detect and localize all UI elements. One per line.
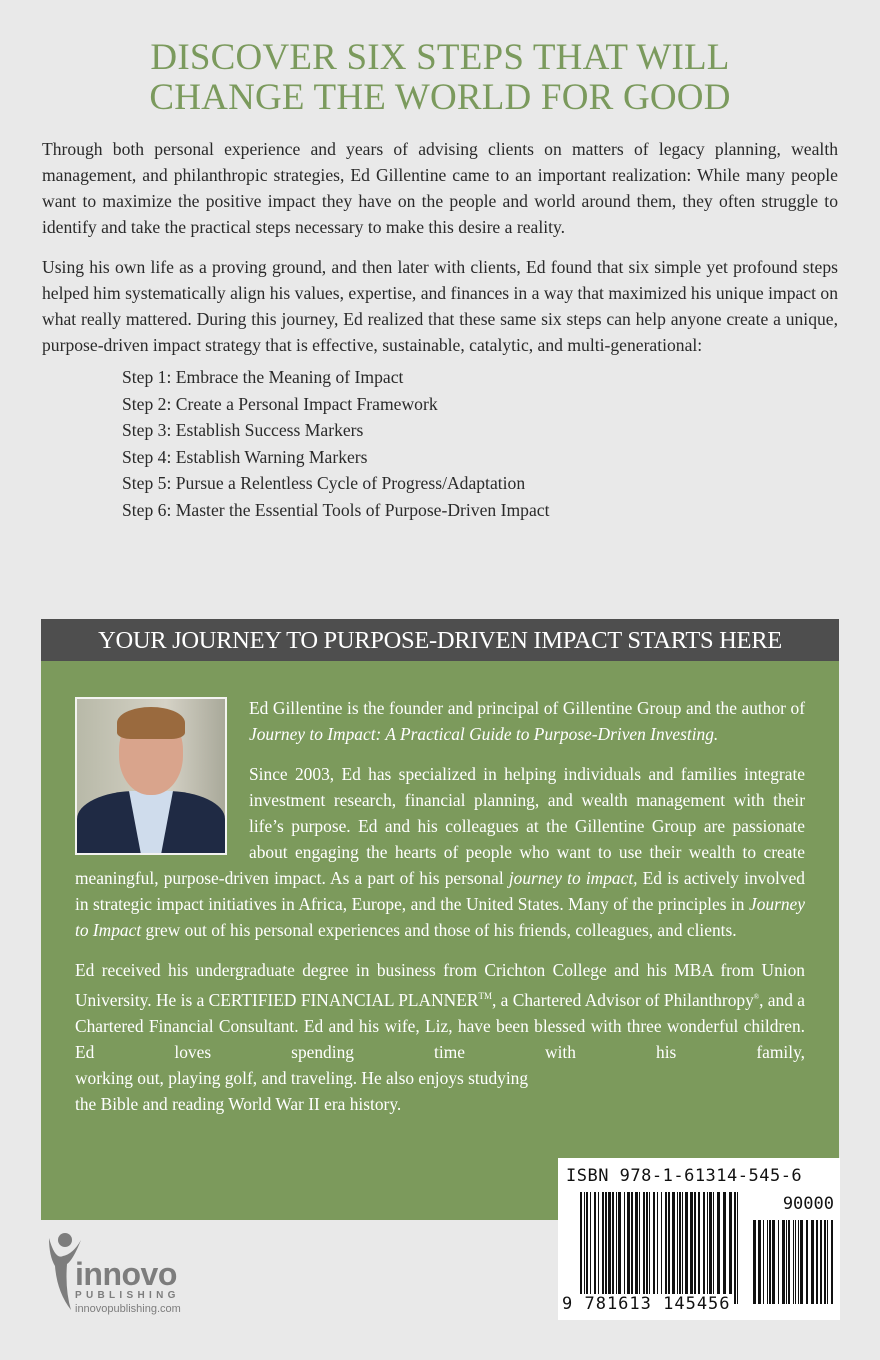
barcode-bar [653,1192,655,1304]
barcode-bar [635,1192,638,1304]
barcode-bar [646,1192,648,1304]
publisher-name: innovo [75,1256,177,1292]
barcode-bar [793,1220,794,1304]
barcode-bar [661,1192,662,1304]
barcode-bar [594,1192,596,1304]
bio-text: Ed Gillentine is the founder and principal of Gillentine Group and the author of [249,698,805,718]
barcode-bar [758,1220,761,1304]
barcode-bar [824,1220,826,1304]
barcode-bar [616,1192,617,1304]
publisher-sub: PUBLISHING [75,1290,180,1301]
book-title: Journey to Impact: A Practical Guide to Purpose-Driven Investing. [249,724,719,744]
publisher-logo [45,1230,205,1320]
author-photo [75,697,227,855]
barcode-bar [602,1192,604,1304]
barcode-bar [772,1220,775,1304]
barcode-bar [734,1192,736,1304]
intro-section [42,136,838,523]
publisher-url: innovopublishing.com [75,1303,181,1315]
barcode-bar [811,1220,814,1304]
bio-text: , and a Chartered Financial Consultant. Ed and his wife, Liz, have been blessed with three wonderful children. Ed loves spending time with his family, [75,989,805,1062]
bio-paragraph-3-end: working out, playing golf, and traveling. He also enjoys studying the Bible and reading World War II era history. [75,1067,529,1114]
headline-line-2: CHANGE THE WORLD FOR GOOD [149,77,731,118]
steps-list [122,364,838,523]
barcode-bar [677,1192,678,1304]
barcode-bar [608,1192,611,1304]
barcode-bar [709,1192,712,1304]
barcode-bar [806,1220,808,1304]
addon-bars [753,1220,833,1304]
barcode-bar [612,1192,614,1304]
bio-paragraph-3 [75,957,805,1117]
step-item: Step 5: Pursue a Relentless Cycle of Progress/Adaptation [122,473,526,493]
barcode-bar [782,1220,785,1304]
barcode-bar [682,1192,683,1304]
bio-text: grew out of his personal experiences and those of his friends, colleagues, and clients. [141,920,737,940]
barcode-bar [788,1220,790,1304]
author-bio [75,695,805,1117]
barcode-bar [737,1192,738,1304]
barcode-bar [580,1192,582,1304]
barcode-bar [703,1192,705,1304]
intro-paragraph-2: Using his own life as a proving ground, and then later with clients, Ed found that six simple yet profound steps helped him systematically align his values, expertise, and finances in a way that maximized his unique impact on what really mattered. During this journey, Ed realized that these same six steps can help anyone create a unique, purpose-driven impact strategy that is effective, sustainable, catalytic, and multi-generational: [42,257,838,355]
barcode-bar [800,1220,803,1304]
barcode-bar [753,1220,756,1304]
section-banner: YOUR JOURNEY TO PURPOSE-DRIVEN IMPACT STARTS HERE [41,619,839,661]
barcode-bar [590,1192,591,1304]
book-title: Journey to Impact [75,894,805,940]
barcode-bar [698,1192,700,1304]
barcode-bar [694,1192,696,1304]
barcode-bars [580,1192,740,1304]
barcode-bar [763,1220,764,1304]
barcode-bar [827,1220,828,1304]
intro-paragraph-1: Through both personal experience and years of advising clients on matters of legacy planning, wealth management, and philanthropic strategies, Ed Gillentine came to an important realization: While many people want to maximize the positive impact they have on the people and world around them, they often struggle to identify and take the practical steps necessary to make this desire a reality. [42,139,838,237]
bio-text: Ed is actively involved in strategic impact initiatives in Africa, Europe, and the United States. Many of the principles in [75,868,805,914]
barcode-bar [631,1192,633,1304]
step-item: Step 4: Establish Warning Markers [122,446,368,467]
barcode-bar [816,1220,818,1304]
barcode-bar [605,1192,607,1304]
barcode-bar [584,1192,585,1304]
barcode-bar [786,1220,787,1304]
step-item: Step 1: Embrace the Meaning of Impact [122,367,404,387]
barcode-bar [795,1220,796,1304]
bio-text: Ed received his undergraduate degree in business from Crichton College and his MBA from Union University. He is a CERTIFIED FINANCIAL PLANNER [75,960,805,1010]
registered-mark: ® [753,993,760,1001]
barcode-bar [668,1192,670,1304]
barcode-bar [690,1192,693,1304]
barcode-bar [713,1192,714,1304]
isbn-number: ISBN 978-1-61314-545-6 [566,1166,803,1186]
barcode-bar [618,1192,621,1304]
bio-paragraph-3-main [75,957,805,1065]
headline-line-1: DISCOVER SIX STEPS THAT WILL [150,37,730,78]
barcode-bar [707,1192,708,1304]
step-item: Step 2: Create a Personal Impact Framework [122,393,438,414]
barcode-bar [723,1192,726,1304]
ean-digits: 9 781613 145456 [562,1294,731,1314]
price-addon: 90000 [782,1194,834,1214]
author-bio-panel [41,661,839,1220]
barcode-bar [685,1192,688,1304]
barcode-bar [767,1220,768,1304]
barcode-bar [586,1192,588,1304]
barcode-bar [598,1192,599,1304]
barcode-bar [665,1192,667,1304]
isbn-barcode [558,1158,840,1320]
step-item: Step 3: Establish Success Markers [122,420,364,440]
step-item: Step 6: Master the Essential Tools of Purpose-Driven Impact [122,499,550,520]
barcode-bar [672,1192,675,1304]
barcode-bar [729,1192,732,1304]
barcode-bar [717,1192,720,1304]
cover-headline [0,38,880,118]
bio-text: Since 2003, Ed has specialized in helping individuals and families integrate investment research, financial planning, and wealth management with their life’s purpose. Ed and his colleagues at the Gillentine Group are passionate about engaging the hearts of people who want to use their wealth to create meaningful, purpose-driven impact. As a part of his personal [75,764,805,888]
barcode-bar [624,1192,625,1304]
barcode-bar [639,1192,640,1304]
bio-text: , a Chartered Advisor of Philanthropy [491,989,754,1010]
barcode-bar [627,1192,630,1304]
trademark-mark: TM [478,991,492,1001]
barcode-bar [643,1192,645,1304]
barcode-bar [769,1220,771,1304]
barcode-bar [679,1192,681,1304]
barcode-bar [657,1192,658,1304]
barcode-bar [831,1220,833,1304]
barcode-bar [820,1220,822,1304]
barcode-bar [798,1220,799,1304]
bio-emphasis: journey to impact, [508,868,638,888]
barcode-bar [649,1192,650,1304]
barcode-bar [778,1220,779,1304]
